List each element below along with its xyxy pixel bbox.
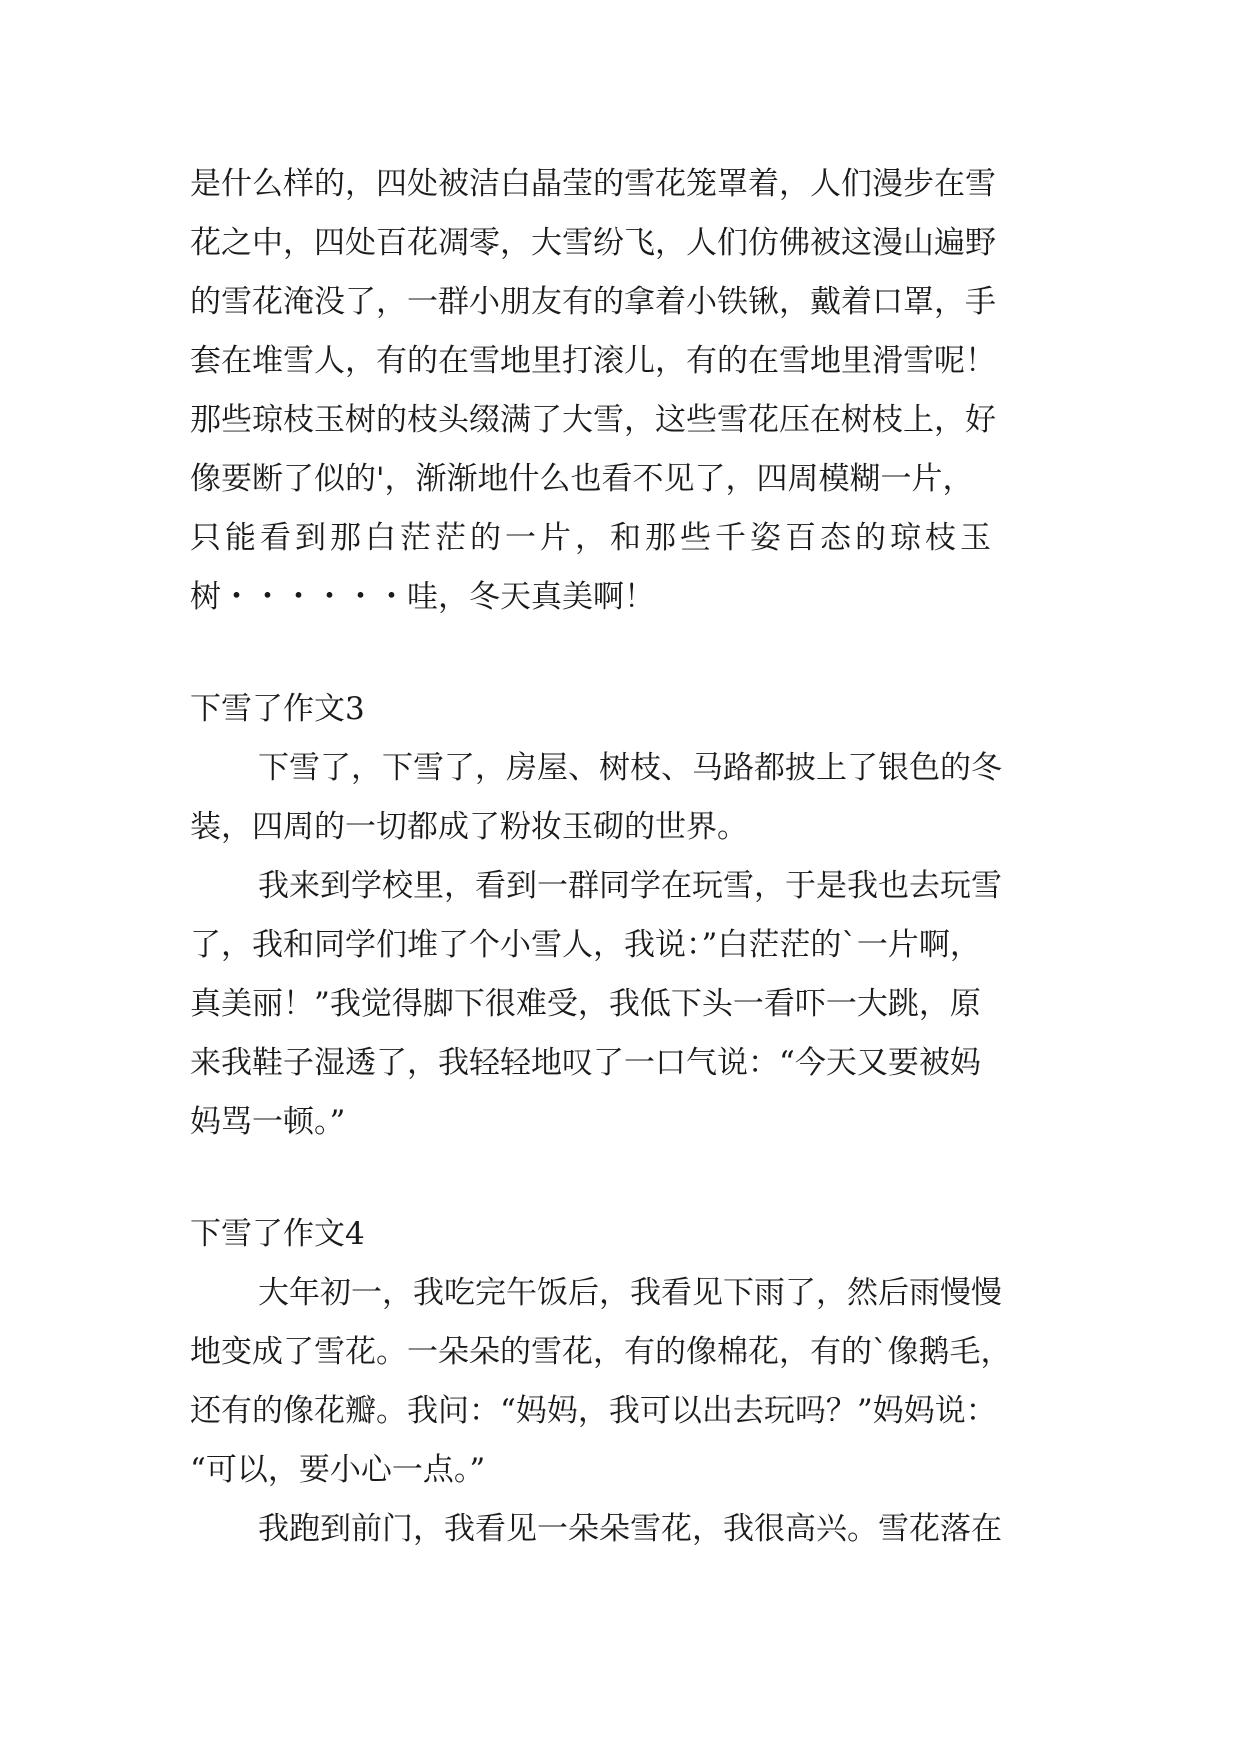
text-line: 是什么样的，四处被洁白晶莹的雪花笼罩着，人们漫步在雪	[190, 166, 996, 202]
essay-section-4	[190, 1205, 1090, 1559]
section-heading: 下雪了作文4	[190, 1216, 365, 1252]
text-line: 树・・・・・・哇，冬天真美啊！	[190, 579, 655, 615]
text-line: 那些琼枝玉树的枝头缀满了大雪，这些雪花压在树枝上，好	[190, 402, 996, 438]
text-line: 真美丽！”我觉得脚下很难受，我低下头一看吓一大跳，原	[190, 986, 981, 1022]
text-line: 了，我和同学们堆了个小雪人，我说：”白茫茫的`一片啊，	[190, 927, 981, 963]
text-line: 像要断了似的'，渐渐地什么也看不见了，四周模糊一片，	[190, 461, 974, 497]
text-line: 的雪花淹没了，一群小朋友有的拿着小铁锹，戴着口罩，手	[190, 284, 996, 320]
text-line: 大年初一，我吃完午饭后，我看见下雨了，然后雨慢慢	[258, 1275, 1002, 1311]
text-line: 我跑到前门，我看见一朵朵雪花，我很高兴。雪花落在	[258, 1511, 1002, 1547]
text-line: 只能看到那白茫茫的一片，和那些千姿百态的琼枝玉	[190, 520, 995, 556]
text-line: “可以，要小心一点。”	[190, 1452, 486, 1488]
text-line: 来我鞋子湿透了，我轻轻地叹了一口气说：“今天又要被妈	[190, 1045, 981, 1081]
text-line: 套在堆雪人，有的在雪地里打滚儿，有的在雪地里滑雪呢！	[190, 343, 996, 379]
text-line: 花之中，四处百花凋零，大雪纷飞，人们仿佛被这漫山遍野	[190, 225, 996, 261]
text-line: 下雪了，下雪了，房屋、树枝、马路都披上了银色的冬	[258, 750, 1002, 786]
text-line: 地变成了雪花。一朵朵的雪花，有的像棉花，有的`像鹅毛，	[190, 1334, 1012, 1370]
text-line: 妈骂一顿。”	[190, 1104, 346, 1140]
section-heading: 下雪了作文3	[190, 691, 365, 727]
essay-section-3	[190, 680, 1090, 1152]
text-line: 还有的像花瓣。我问：“妈妈，我可以出去玩吗？”妈妈说：	[190, 1393, 997, 1429]
text-line: 我来到学校里，看到一群同学在玩雪，于是我也去玩雪	[258, 868, 1002, 904]
text-line: 装，四周的一切都成了粉妆玉砌的世界。	[190, 809, 748, 845]
essay-continuation	[190, 155, 1090, 627]
